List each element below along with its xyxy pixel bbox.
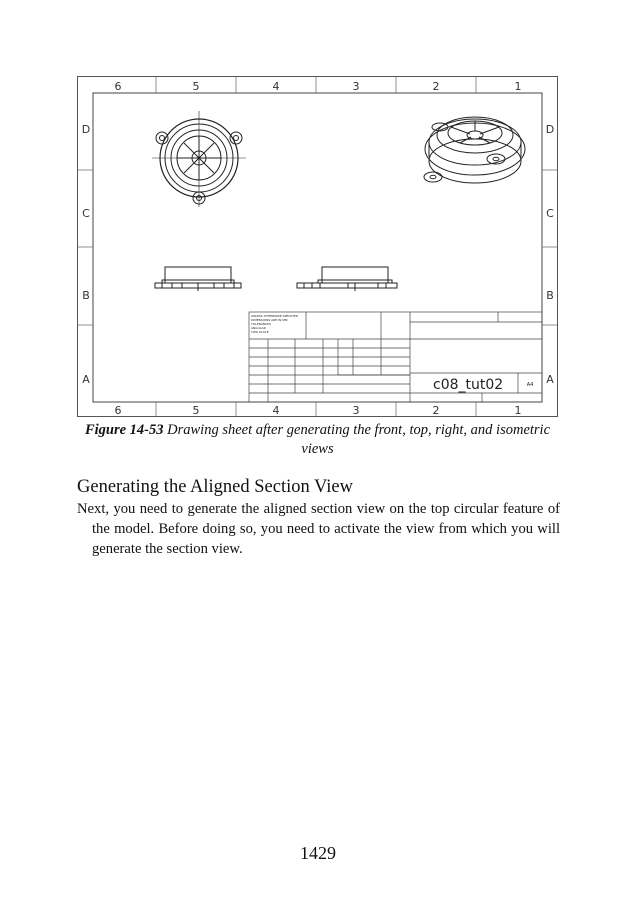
isometric-view-drawing xyxy=(424,117,525,183)
col-label-1-bottom: 1 xyxy=(514,404,522,416)
col-label-4-bottom: 4 xyxy=(272,404,280,416)
drawing-sheet-figure xyxy=(77,76,558,417)
row-label-c-right: C xyxy=(546,207,554,220)
sheet-size: A4 xyxy=(526,382,534,388)
col-label-6-top: 6 xyxy=(114,80,122,93)
drawing-name: c08_tut02 xyxy=(433,377,504,393)
front-view-drawing xyxy=(155,267,241,291)
drawing-sheet-svg xyxy=(78,77,557,416)
figure-label: Figure 14-53 xyxy=(84,422,164,438)
row-label-b-right: B xyxy=(546,289,554,302)
svg-text:ANGULAR: ANGULAR xyxy=(251,326,266,330)
col-label-5-top: 5 xyxy=(192,80,200,93)
svg-text:DIMENSIONS ARE IN MM: DIMENSIONS ARE IN MM xyxy=(251,318,288,322)
svg-text:TWO PLACE: TWO PLACE xyxy=(251,330,269,334)
col-label-5-bottom: 5 xyxy=(192,404,200,416)
col-label-3-bottom: 3 xyxy=(352,404,360,416)
svg-text:UNLESS OTHERWISE SPECIFIED: UNLESS OTHERWISE SPECIFIED xyxy=(251,314,299,318)
title-block-notes xyxy=(250,314,299,334)
row-label-b-left: B xyxy=(82,289,90,302)
col-label-2-bottom: 2 xyxy=(432,404,440,416)
figure-caption xyxy=(77,421,558,459)
right-view-drawing xyxy=(297,267,397,291)
figure-caption-text: Drawing sheet after generating the front, top, right, and isometric views xyxy=(167,422,551,457)
row-label-d-right: D xyxy=(545,123,555,136)
row-label-a-right: A xyxy=(546,373,554,386)
body-paragraph: Next, you need to generate the aligned section view on the top circular feature of the model. Before doing so, you need to activate the view from which you will generate the section view. xyxy=(77,501,560,557)
col-label-1-top: 1 xyxy=(514,80,522,93)
row-label-a-left: A xyxy=(82,373,90,386)
page-number: 1429 xyxy=(300,843,336,863)
col-label-6-bottom: 6 xyxy=(114,404,122,416)
col-label-3-top: 3 xyxy=(352,80,360,93)
zone-ticks xyxy=(78,77,557,416)
top-view-drawing xyxy=(152,111,246,207)
col-label-2-top: 2 xyxy=(432,80,440,93)
row-label-c-left: C xyxy=(82,207,90,220)
section-heading: Generating the Aligned Section View xyxy=(77,477,353,497)
col-label-4-top: 4 xyxy=(272,80,280,93)
row-label-d-left: D xyxy=(81,123,91,136)
svg-text:TOLERANCES: TOLERANCES xyxy=(251,322,271,326)
